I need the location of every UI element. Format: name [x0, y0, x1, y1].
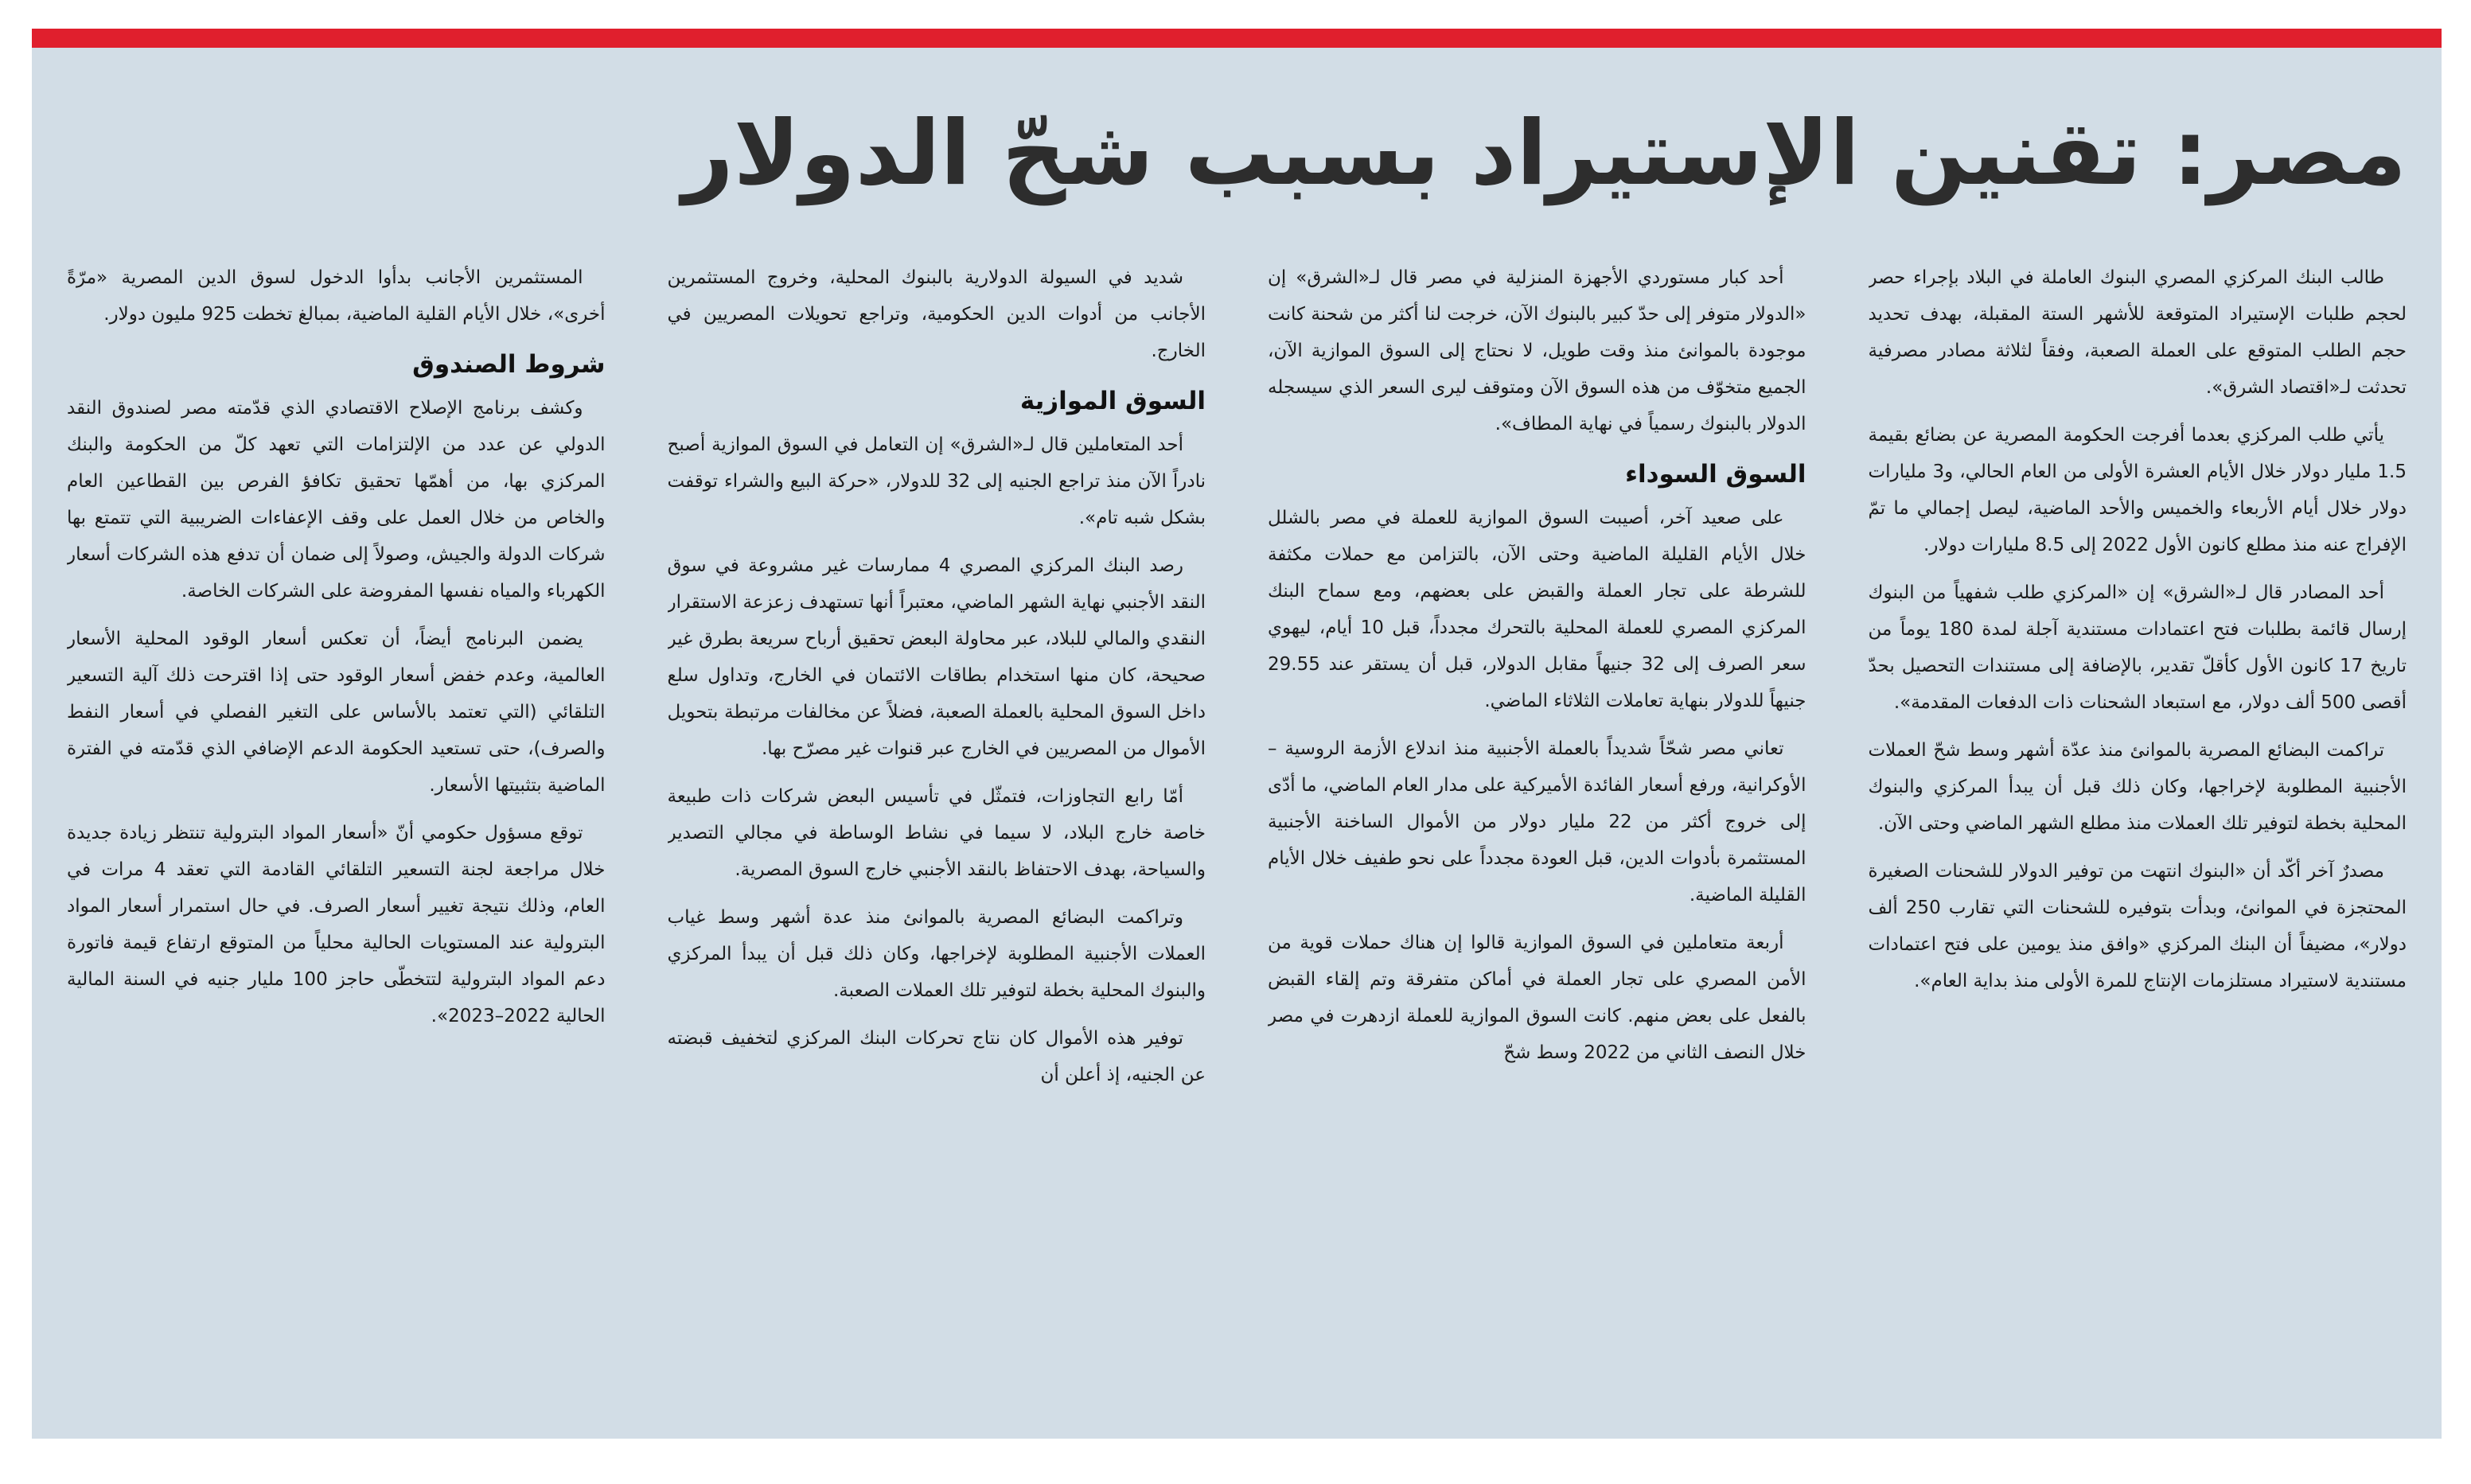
body-paragraph: يأتي طلب المركزي بعدما أفرجت الحكومة المصرية عن بضائع بقيمة 1.5 مليار دولار خلال الأيام العشرة الأولى من العام الحالي، و3 مليارات دولار خلال أيام الأربعاء والخميس والأحد الماضية، ليصل إجمالي ما تمّ الإفراج عنه منذ مطلع كانون الأول 2022 إلى 8.5 مليارات دولار. [1868, 425, 2407, 555]
article-column [1268, 259, 1806, 1413]
body-paragraph: على صعيد آخر، أصيبت السوق الموازية للعملة في مصر بالشلل خلال الأيام القليلة الماضية وحتى الآن، بالتزامن مع حملات مكثفة للشرطة على تجار العملة والقبض على بعضهم، ومع سماح البنك المركزي المصري للعملة المحلية بالتحرك مجدداً، قبل 10 أيام، ليهوي سعر الصرف إلى 32 جنيهاً مقابل الدولار، قبل أن يستقر عند 29.55 جنيهاً للدولار بنهاية تعاملات الثلاثاء الماضي. [1268, 508, 1806, 711]
headline: مصر: تقنين الإستيراد بسبب شحّ الدولار [682, 102, 2407, 205]
section-heading: شروط الصندوق [412, 350, 606, 379]
article-column [668, 259, 1206, 1413]
section-heading: السوق السوداء [1625, 460, 1806, 489]
body-paragraph: تعاني مصر شحّاً شديداً بالعملة الأجنبية منذ اندلاع الأزمة الروسية – الأوكرانية، ورفع أسعار الفائدة الأميركية على مدار العام الماضي، ما أدّى إلى خروج أكثر من 22 مليار دولار من الأموال الساخنة الأجنبية المستثمرة بأدوات الدين، قبل العودة مجدداً على نحو طفيف خلال الأيام القليلة الماضية. [1268, 738, 1806, 906]
article-columns [67, 259, 2407, 1413]
section-heading: السوق الموازية [1019, 387, 1206, 415]
body-paragraph: توقع مسؤول حكومي أنّ «أسعار المواد البترولية تنتظر زيادة جديدة خلال مراجعة لجنة التسعير التلقائي القادمة التي تعقد 4 مرات في العام، وذلك نتيجة تغيير أسعار الصرف. في حال استمرار أسعار المواد البترولية عند المستويات الحالية محلياً من المتوقع ارتفاع قيمة فاتورة دعم المواد البترولية لتتخطّى حاجز 100 مليار جنيه في السنة المالية الحالية 2022–2023». [67, 823, 606, 1026]
body-paragraph: المستثمرين الأجانب بدأوا الدخول لسوق الدين المصرية «مرّةً أخرى»، خلال الأيام القلية الماضية، بمبالغ تخطت 925 مليون دولار. [67, 267, 606, 325]
article-column [1869, 259, 2407, 1413]
newspaper-page [32, 29, 2442, 1439]
body-paragraph: أربعة متعاملين في السوق الموازية قالوا إن هناك حملات قوية من الأمن المصري على تجار العملة في أماكن متفرقة وتم إلقاء القبض بالفعل على بعض منهم. كانت السوق الموازية للعملة ازدهرت في مصر خلال النصف الثاني من 2022 وسط شحّ [1268, 933, 1806, 1063]
body-paragraph: مصدرٌ آخر أكّد أن «البنوك انتهت من توفير الدولار للشحنات الصغيرة المحتجزة في الموانئ، وبدأت بتوفيره للشحنات التي تقارب 250 ألف دولار»، مضيفاً أن البنك المركزي «وافق منذ يومين على فتح اعتمادات مستندية لاستيراد مستلزمات الإنتاج للمرة الأولى منذ بداية العام». [1868, 861, 2407, 991]
body-paragraph: رصد البنك المركزي المصري 4 ممارسات غير مشروعة في سوق النقد الأجنبي نهاية الشهر الماضي، معتبراً أنها تستهدف زعزعة الاستقرار النقدي والمالي للبلاد، عبر محاولة البعض تحقيق أرباح سريعة بطرق غير صحيحة، كان منها استخدام بطاقات الائتمان في الخارج، وتداول سلع داخل السوق المحلية بالعملة الصعبة، فضلاً عن مخالفات مرتبطة بتحويل الأموال من المصريين في الخارج عبر قنوات غير مصرّح بها. [667, 555, 1206, 759]
body-paragraph: توفير هذه الأموال كان نتاج تحركات البنك المركزي لتخفيف قبضته عن الجنيه، إذ أعلن أن [667, 1028, 1206, 1085]
body-paragraph: يضمن البرنامج أيضاً، أن تعكس أسعار الوقود المحلية الأسعار العالمية، وعدم خفض أسعار الوقود حتى إذا اقترحت ذلك آلية التسعير التلقائي (التي تعتمد بالأساس على التغير الفصلي في أسعار النفط والصرف)، حتى تستعيد الحكومة الدعم الإضافي الذي قدّمته في الفترة الماضية بتثبيتها الأسعار. [67, 629, 606, 796]
body-paragraph: أحد كبار مستوردي الأجهزة المنزلية في مصر قال لـ«الشرق» إن «الدولار متوفر إلى حدّ كبير بالبنوك الآن، خرجت لنا أكثر من شحنة كانت موجودة بالموانئ منذ وقت طويل، لا نحتاج إلى السوق الموازية الآن، الجميع متخوّف من هذه السوق الآن ومتوقف ليرى السعر الذي سيسجله الدولار بالبنوك رسمياً في نهاية المطاف». [1268, 267, 1806, 434]
body-paragraph: طالب البنك المركزي المصري البنوك العاملة في البلاد بإجراء حصر لحجم طلبات الإستيراد المتوقعة للأشهر الستة المقبلة، بهدف تحديد حجم الطلب المتوقع على العملة الصعبة، وفقاً لثلاثة مصادر مصرفية تحدثت لـ«اقتصاد الشرق». [1868, 267, 2407, 398]
body-paragraph: وتراكمت البضائع المصرية بالموانئ منذ عدة أشهر وسط غياب العملات الأجنبية المطلوبة لإخراجها، وكان ذلك قبل أن يبدأ المركزي والبنوك المحلية بخطة لتوفير تلك العملات الصعبة. [667, 907, 1206, 1001]
body-paragraph: أحد المتعاملين قال لـ«الشرق» إن التعامل في السوق الموازية أصبح نادراً الآن منذ تراجع الجنيه إلى 32 للدولار، «حركة البيع والشراء توقفت بشكل شبه تام». [667, 434, 1206, 528]
body-paragraph: شديد في السيولة الدولارية بالبنوك المحلية، وخروج المستثمرين الأجانب من أدوات الدين الحكومية، وتراجع تحويلات المصريين في الخارج. [667, 267, 1206, 361]
body-paragraph: وكشف برنامج الإصلاح الاقتصادي الذي قدّمته مصر لصندوق النقد الدولي عن عدد من الإلتزامات التي تعهد كلّ من الحكومة والبنك المركزي بها، من أهمّها تحقيق تكافؤ الفرص بين القطاعين العام والخاص من خلال العمل على وقف الإعفاءات الضريبية التي تتمتع بها شركات الدولة والجيش، وصولاً إلى ضمان أن تدفع هذه الشركات أسعار الكهرباء والمياه نفسها المفروضة على الشركات الخاصة. [67, 398, 606, 602]
article-column [67, 259, 606, 1413]
body-paragraph: أحد المصادر قال لـ«الشرق» إن «المركزي طلب شفهياً من البنوك إرسال قائمة بطلبات فتح اعتمادات مستندية آجلة لمدة 180 يوماً من تاريخ 17 كانون الأول كأقلّ تقدير، بالإضافة إلى مستندات التحصيل بحدّ أقصى 500 ألف دولار، مع استبعاد الشحنات ذات الدفعات المقدمة». [1868, 582, 2407, 713]
top-accent-bar [32, 29, 2442, 48]
body-paragraph: تراكمت البضائع المصرية بالموانئ منذ عدّة أشهر وسط شحّ العملات الأجنبية المطلوبة لإخراجها، وكان ذلك قبل أن يبدأ المركزي والبنوك المحلية بخطة لتوفير تلك العملات منذ مطلع الشهر الماضي وحتى الآن. [1868, 740, 2407, 834]
body-paragraph: أمّا رابع التجاوزات، فتمثّل في تأسيس البعض شركات ذات طبيعة خاصة خارج البلاد، لا سيما في نشاط الوساطة في مجالي التصدير والسياحة، بهدف الاحتفاظ بالنقد الأجنبي خارج السوق المصرية. [667, 786, 1206, 880]
